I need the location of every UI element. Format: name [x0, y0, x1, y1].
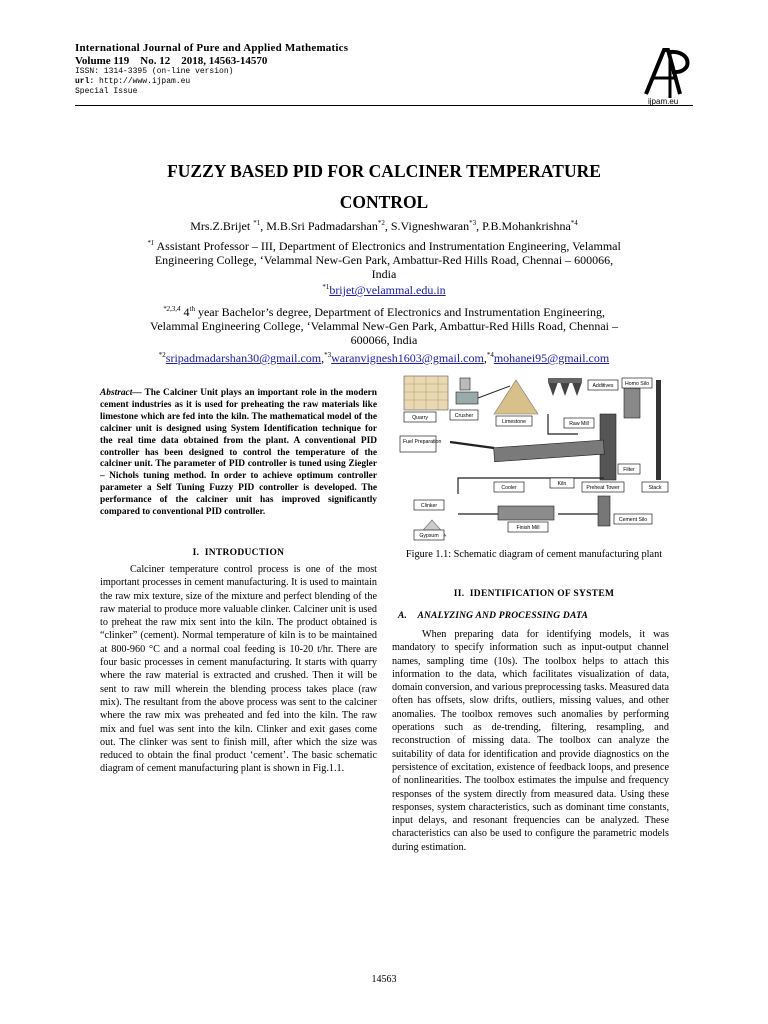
- affiliation-1-email: [60, 283, 708, 297]
- journal-logo-text: ijpam.eu: [648, 97, 679, 106]
- gypsum-label: Gypsum: [419, 533, 439, 539]
- email-link[interactable]: sripadmadarshan30@gmail.com: [165, 351, 322, 365]
- abstract-dash: —: [132, 388, 142, 398]
- journal-title: International Journal of Pure and Applied Mathematics: [75, 42, 349, 54]
- figure-caption: Figure 1.1: Schematic diagram of cement manufacturing plant: [405, 549, 663, 560]
- finish-mill-machine: [498, 506, 554, 520]
- limestone-pile: [494, 380, 538, 414]
- clinker-label: Clinker: [420, 503, 438, 509]
- cement-plant-diagram: [398, 374, 670, 542]
- author-list: [60, 219, 708, 234]
- affiliation-mark: *2,3,4: [163, 305, 181, 313]
- journal-url-line: [75, 77, 348, 87]
- preheat-tower-label: Preheat Tower: [586, 485, 620, 491]
- journal-header: [75, 42, 348, 97]
- homo-silo-tank: [624, 388, 640, 418]
- additives-label: Additives: [592, 383, 614, 389]
- affiliation-2-line-3: 600066, India: [350, 333, 418, 347]
- author-mark: *2: [377, 219, 385, 227]
- section-2-text: When preparing data for identifying models, it was mandatory to specify information such as input-output channel names, sampling time (10s). The toolbox helps to attach this information to the data, which facilitates visualization of data, domain conversion, and various preprocessing tasks. Measured data often has offsets, slow drifts, outliers, missing values, and other anomalies. The toolbox removes such anomalies by performing operations such as de-trending, filtering, resampling, and reconstruction of missing data. The toolbox can analyze the suitability of data for identification and provide diagnostics on the persistence of excitation, existence of feedback loops, and presence of nonlinearities. The toolbox estimates the impulse and frequency responses of the system directly from measured data. Using these responses, system characteristics, such as dominant time constants, input delays, and resonant frequencies can be analyzed. These characteristics can also be used to configure the parametric models during estimation.: [392, 629, 669, 853]
- section-title: INTRODUCTION: [204, 548, 285, 558]
- subsection-title: ANALYZING AND PROCESSING DATA: [417, 611, 589, 621]
- affiliation-1: [60, 239, 708, 297]
- author-mark: *3: [469, 219, 477, 227]
- author-mark: *1: [253, 219, 261, 227]
- page-number: 14563: [371, 974, 397, 985]
- affiliation-text: year Bachelor’s degree, Department of Electronics and Instrumentation Engineering,: [194, 305, 605, 319]
- homo-silo-label: Homo Silo: [625, 381, 649, 387]
- affiliation-1-line-3: India: [371, 267, 397, 281]
- affiliation-2-emails: $^{*2}$sripadmadarshan30@gmail.com,$^{*3}$waranvignesh1603@gmail.com,$^{*4}$mohanei95@gmail.com: [158, 351, 610, 365]
- limestone-label: Limestone: [502, 419, 526, 425]
- cooler-label: Cooler: [501, 485, 517, 491]
- filter-label: Filter: [623, 467, 635, 473]
- ordinal-suffix: th: [189, 305, 195, 313]
- hopper-top: [548, 378, 582, 383]
- fuel-pipe: [450, 442, 494, 448]
- cement-silo-label: Cement Silo: [618, 517, 648, 523]
- email-mark: *1: [322, 283, 330, 291]
- journal-url[interactable]: http://www.ijpam.eu: [99, 77, 191, 86]
- section-1-text: Calciner temperature control process is one of the most important processes in cement manufacturing. It is used to maintain the raw mix texture, size of the mixture and perfect blending of the raw material to produce more valuable clinker. Calciner unit is used to preheat the raw mix sent into the kiln. The product obtained is “clinker” (cement). Normal temperature of kiln is to be maintained at 800-960 °C and a normal coal feeding is 10-20 t/hr. There are four basic processes in cement manufacturing. It starts with quarry where the raw material is extracted and crushed. Then it will be sent to raw mill wherein the blending process takes place (raw mix). The resultant from the above process was sent to the calciner where the raw mix was preheated and fed into the kiln. The raw mix and fuel was sent into the kiln. Clinker and exit gases come out. The clinker was sent to finish mill, after which the size was reduced to obtain the final product ‘cement’. The basic schematic diagram of cement manufacturing plant is shown in Fig.1.1.: [100, 564, 377, 775]
- journal-issn: ISSN: 1314-3395 (on-line version): [75, 67, 234, 76]
- affiliation-2: [60, 305, 708, 365]
- quarry-label: Quarry: [412, 415, 428, 421]
- affiliation-text: Assistant Professor – III, Department of Electronics and Instrumentation Engineering, Velammal: [154, 239, 621, 253]
- title-line-2: CONTROL: [339, 192, 429, 212]
- affiliation-mark: *1: [147, 239, 155, 247]
- finish-mill-label: Finish Mill: [516, 525, 540, 531]
- journal-special: Special Issue: [75, 87, 138, 96]
- affiliation-2-line-1: [60, 305, 708, 319]
- journal-logo: [640, 44, 696, 102]
- affiliation-year: 4: [180, 305, 190, 319]
- raw-mill-hoppers: [548, 382, 582, 396]
- author-name: , P.B.Mohankrishna: [476, 219, 571, 233]
- header-rule: [75, 105, 693, 106]
- affiliation-1-line-2: Engineering College, ‘Velammal New-Gen Park, Ambattur-Red Hills Road, Chennai – 600066,: [154, 253, 614, 267]
- email-mark: *4: [486, 351, 494, 359]
- journal-volume: Volume 119 No. 12 2018, 14563-14570: [75, 55, 268, 67]
- cement-silo-tank: [598, 496, 610, 526]
- email-mark: *2: [158, 351, 166, 359]
- email-link[interactable]: mohanei95@gmail.com: [493, 351, 610, 365]
- journal-url-label: url:: [75, 77, 95, 86]
- affiliation-1-line-1: [60, 239, 708, 253]
- abstract-label: Abstract: [100, 388, 133, 398]
- section-2-heading: [398, 589, 670, 599]
- author-name: , S.Vigneshwaran: [384, 219, 470, 233]
- section-title: IDENTIFICATION OF SYSTEM: [469, 589, 615, 599]
- author-name: Mrs.Z.Brijet: [190, 219, 254, 233]
- email-link[interactable]: brijet@velammal.edu.in: [329, 283, 446, 297]
- raw-mill-label: Raw Mill: [569, 421, 589, 427]
- affiliation-2-line-2: Velammal Engineering College, ‘Velammal New-Gen Park, Ambattur-Red Hills Road, Chennai –: [150, 319, 618, 333]
- journal-logo-icon: [640, 44, 696, 102]
- section-number: I.: [192, 548, 200, 558]
- crusher-machine: [456, 392, 478, 404]
- crusher-label: Crusher: [454, 413, 474, 419]
- crusher-hopper: [460, 378, 470, 390]
- stack-chimney: [656, 380, 661, 480]
- email-mark: *3: [324, 351, 332, 359]
- fuel-prep-label: Fuel Preparation: [403, 439, 442, 445]
- author-name: , M.B.Sri Padmadarshan: [260, 219, 378, 233]
- abstract-text: The Calciner Unit plays an important role in the modern cement industries as it is used for preheating the raw materials like limestone which are fed into the kiln. The mathematical model of the calciner unit is designed using System Identification technique for the real time data obtained from the plant. A conventional PID controller has been designed to control the temperature of the calciner unit. The parameter of PID controller is tuned using Ziegler – Nichols tuning method. In order to achieve optimum controller parameter a Self Tuning Fuzzy PID controller is developed. The performance of the calciner unit has improved significantly compared to conventional PID controller.: [100, 388, 377, 518]
- kiln-label: Kiln: [557, 481, 567, 487]
- section-number: II.: [453, 589, 465, 599]
- paper-title: [100, 156, 668, 218]
- subsection-number: A.: [398, 611, 408, 621]
- section-1-heading: [100, 548, 377, 558]
- title-line-1: FUZZY BASED PID FOR CALCINER TEMPERATURE: [167, 161, 601, 181]
- kiln-tube: [494, 440, 605, 462]
- email-link[interactable]: waranvignesh1603@gmail.com: [331, 351, 484, 365]
- subsection-a-heading: [398, 611, 670, 621]
- author-mark: *4: [570, 219, 578, 227]
- figure-schematic: [398, 374, 670, 542]
- abstract: [100, 388, 377, 519]
- stack-label: Stack: [648, 485, 662, 491]
